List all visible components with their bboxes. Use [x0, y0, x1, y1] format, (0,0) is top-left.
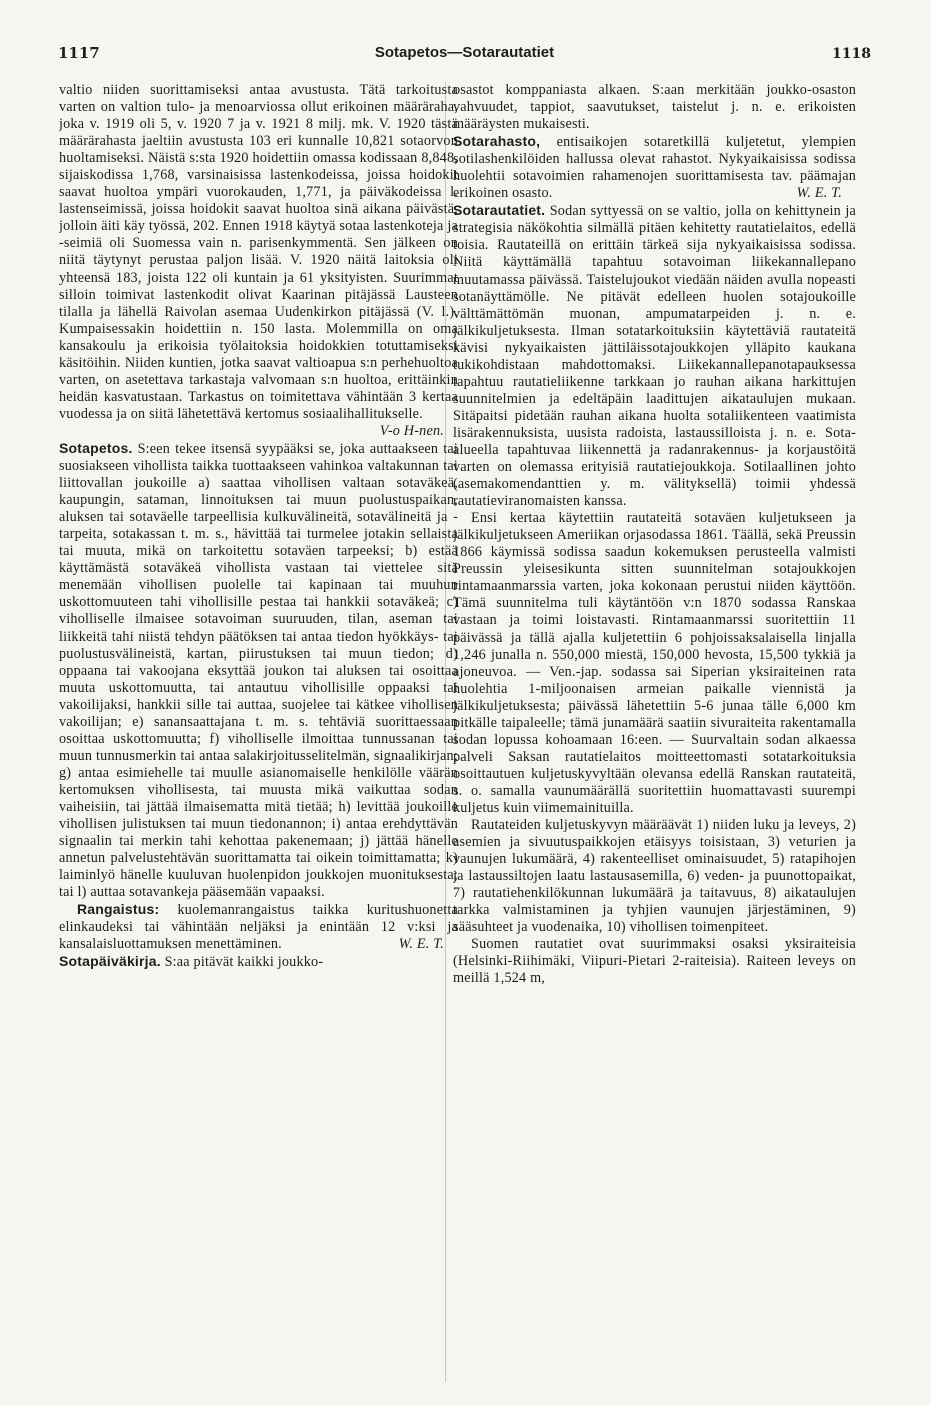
right-column [453, 82, 856, 1382]
left-column [59, 82, 458, 1382]
author-signature: W. E. T. [398, 936, 444, 953]
author-signature: W. E. T. [796, 185, 842, 202]
entry-text: S:aa pitävät kaikki joukko- [164, 954, 324, 971]
paragraph-text: osastot komppaniasta alkaen. S:aan merkitään joukko-osaston vahvuudet, tappiot, saavutukset, taistelut j. n. e. erikoisten määräysten mukaisesti. [453, 82, 856, 133]
paragraph-continuation [453, 82, 856, 133]
entry-heading: Sotapäiväkirja. [59, 953, 161, 970]
paragraph-sotaorvot [59, 82, 458, 439]
entry-heading: Sotarautatiet. [453, 202, 546, 219]
entry-sotarautatiet [453, 202, 856, 510]
running-header [58, 44, 871, 64]
paragraph-finland [453, 936, 856, 987]
paragraph-rangaistus [59, 901, 458, 953]
paragraph-text: valtio niiden suorittamiseksi antaa avustusta. Tätä tarkoitusta varten on valtion tulo- ja menoarviossa ollut erikoinen määräraha, joka v. 1919 oli 5, v. 1920 7 ja v. 1921 8 milj. mk. V. 1920 tästä määrärahasta jaeltiin avustusta 103 eri kunnalle 10,821 sotaorvon huoltamiseksi. Näistä s:sta 1920 hoidettiin omassa kodissaan 8,848, sijaiskodissa 1,768, varsinaisissa lastenkodeissa, joissa hoidokit saavat huoltoa ympäri vuorokauden, 1,771, ja päiväkodeissa l. lastenseimissä, joissa hoidokit saavat huoltoa sinä aikana päivästä, jolloin äiti käy työssä, 202. Ennen 1918 käytyä sotaa lastenkoteja ja -seimiä oli Suomessa vain n. parisenkymmentä. Sen jälkeen on niitä täytynyt perustaa paljon lisää. V. 1920 näitä laitoksia oli yhteensä 183, joista 122 oli kuntain ja 61 yksityisten. Suurimmat silloin toimivat lastenkodit olivat Kaarinan pitäjässä Lausteen tilalla ja lähellä Raivolan asemaa Uudenkirkon pitäjässä (V. l.). Kumpaisessakin hoidettiin n. 150 lasta. Molemmilla on oma kansakoulu ja erikoisia työlaitoksia hoidokkien totuttamiseksi käsitöihin. Niiden kuntien, jotka saavat valtioapua s:n perhehuoltoa varten, on asetettava tarkastaja valvomaan s:n huoltoa, erittäinkin heidän kasvatustaan. Tarkastus on toimitettava vähintään 3 kertaa vuodessa ja on siitä lähetettävä kertomus sosiaalihallitukselle. [59, 82, 458, 422]
subheading: Rangaistus: [77, 901, 160, 918]
page-number-left: 1117 [58, 44, 100, 62]
entry-sotapetos [59, 440, 458, 901]
entry-text: entisaikojen sotaretkillä kuljetetut, ylempien sotilashenkilöiden hallussa olevat rahastot. Nykyaikaisissa sodissa huolehtii sotavoimien rahamenojen suorittamisesta tav. päämajan erikoinen osasto. [453, 134, 856, 202]
entry-sotapaivakirja [59, 953, 458, 971]
paragraph-text: kuolemanrangaistus taikka kuritushuonetta elinkaudeksi tai vähintään neljäksi ja enintään 12 v:ksi ja kansalaisluottamuksen menettäminen. [59, 902, 458, 953]
page-number-right: 1118 [832, 46, 871, 62]
paragraph-text: Suomen rautatiet ovat suurimmaksi osaksi yksiraiteisia (Helsinki-Riihimäki, Viipuri-Pietari 2-raiteisia). Raiteen leveys on meillä 1,524 m, [453, 936, 856, 987]
entry-text: S:een tekee itsensä syypääksi se, joka auttaakseen tai suosiakseen vihollista taikka tuottaakseen vahinkoa valtakunnan tai liittovallan joukoille a) saattaa vihollisen valtaan sotaväkeä, kaupungin, sataman, linnoituksen tai muun puolustuspaikan, aluksen tai sotaväelle tarpeellisia kulkuvälineitä, sotavälineitä ja -tarpeita, sotakassan t. m. s., hävittää tai turmelee jotakin sellaista tai muuta, mikä on tarkoitettu sotaväen tarpeeksi; b) estää käyttämästä sotaväkeä vihollista vastaan tai viettelee sitä menemään vihollisen puolelle tai kapinaan tai muuhun uskottomuuteen tahi vihollisille pestaa tai hankkii sotaväkeä; c) viholliselle ilmaisee sotavoiman suuruuden, tilan, aseman tai liikkeitä tahi niistä tehdyn päätöksen tai antaa tiedon hyökkäys- tai puolustusvälineistä, kartan, piirustuksen tai muun tiedon; d) oppaana tai vakoojana eksyttää joukon tai aluksen tai osoittaa muuta uskottomuutta, tai antautuu vihollisille oppaaksi tai vakoilijaksi, hankkii sille tai auttaa, suojelee tai kätkee vihollisen vakoilijan; e) sanansaattajana t. m. s. tehtäviä suorittaessaan osoittaa uskottomuutta; f) viholliselle ilmoittaa tunnussanan tai muun tunnusmerkin tai antaa salakirjoitusselitelmän, signaalikirjan; g) antaa esimiehelle tai muulle asianomaiselle henkilölle väärän kertomuksen vihollisesta, tai muusta mikä vaikuttaa sodan vaiheisiin, tai jättää ilmaisematta mitä tietää; h) levittää joukoille vihollisen julistuksen tai muun tiedonannon; i) antaa erehdyttävän signaalin tai merkin tahi kehottaa pakenemaan; j) jättää hänelle annetun palvelustehtävän suorittamatta tai oikein toimittamatta; k) laiminlyö hänelle kuuluvan huolenpidon joukkojen muonituksesta; tai l) auttaa sotavankeja pääsemään vapaaksi. [59, 440, 458, 901]
paragraph-history [453, 510, 856, 817]
paragraph-text: Ensi kertaa käytettiin rautateitä sotaväen kuljetukseen ja jälkikuljetukseen Ameriikan orjasodassa 1861. Täällä, sekä Preussin 1866 käymissä sodissa saadun kokemuksen perusteella valmisti Preussin yleisesikunta sitten suunnitelman sotajoukkojen rintamaanmarssia varten, joka kokonaan perustui niiden käyttöön. Tämä suunnitelma tuli käytäntöön v:n 1870 sodassa Ranskaa vastaan ja toimi loistavasti. Rintamaanmarssi suoritettiin 11 päivässä ja tällä ajalla kuljetettiin 6 pohjoissaksalaisella linjalla 1,246 junalla n. 550,000 miestä, 150,000 hevosta, 15,500 tykkiä ja ajoneuvoa. — Ven.-jap. sodassa sai Siperian yksiraiteinen rata huolehtia 1-miljoonaisen armeian paikalle viennistä ja jälkikuljetuksesta; päivässä lähetettiin 5-6 junaa tälle 6,000 km pitkälle taipaleelle; tämä junamäärä saatiin sivuraiteita rakentamalla sodan lopussa kohoamaan 16:een. — Suurvaltain sodan alkaessa palveli Saksan rautatielaitos moitteettomasti sotatarkoituksia osoittautuen kuljetuskyvyltään olevansa edellä Ranskan rautateitä, s. o. samalla vaunumäärällä suoritettiin huomattavasti suurempi kuljetus kuin viimemainituilla. [453, 510, 856, 816]
entry-heading: Sotapetos. [59, 439, 133, 456]
entry-text: Sodan syttyessä on se valtio, jolla on kehittynein ja strategisia näkökohtia silmällä pitäen kehitetty rautatielaitos, edellä toisia. Rautateillä on erittäin tärkeä sija nykyaikaisissa sodissa. Niitä käyttämällä tapahtuu sotavoiman liikekannallepano muutamassa päivässä. Taistelujoukot viedään näiden avulla nopeasti sotanäyttämölle. Ne pitävät edelleen huolen sotajoukoille välttämättömän muonan, ampumatarpeiden j. n. e. jälkikuljetuksesta. Ilman sotatarkoituksiin käytettäviä rautateitä kävisi nykyaikaisten jättiläissotajoukkojen ylläpito kaukana tukikohdistaan mahdottomaksi. Liikekannallepanotapauksessa tapahtuu rautatieliikenne tarkkaan jo rauhan aikana harkittujen suunnitelmien ja edeltäpäin laadittujen aikataulujen mukaan. Sitäpaitsi pidetään rauhan aikana huolta sotaliikenteen vaatimista lisärakennuksista, uusista radoista, lastaussilloista j. n. e. Sota-alueella tapahtuvaa liikennettä ja radanrakennus- ja korjaustöitä varten on olemassa erityisiä rautatiejoukkoja. Sotilaallinen johto (asemakomendanttien y. m. välityksellä) toimii yhdessä rautatieviranomaisten kanssa. [453, 203, 856, 510]
page-title: Sotapetos—Sotarautatiet [374, 44, 555, 61]
paragraph-capacity [453, 817, 856, 936]
paragraph-text: Rautateiden kuljetuskyvyn määräävät 1) niiden luku ja leveys, 2) asemien ja sivuutuspaikkojen etäisyys toisistaan, 3) veturien ja vaunujen lukumäärä, 4) rakenteelliset ominaisuudet, 5) ratapihojen ja lastaussiltojen laatu lastausasemilla, 6) veden- ja puunottopaikat, 7) rautatiehenkilökunnan lukumäärä ja taitavuus, 8) aikataulujen tarkka valmistaminen ja tyhjien vaunujen järjestäminen, 9) sääsuhteet ja vuodenaika, 10) vihollisen toimenpiteet. [453, 817, 856, 936]
entry-sotarahasto [453, 133, 856, 202]
author-signature: V-o H-nen. [379, 422, 444, 439]
entry-heading: Sotarahasto, [453, 133, 541, 150]
